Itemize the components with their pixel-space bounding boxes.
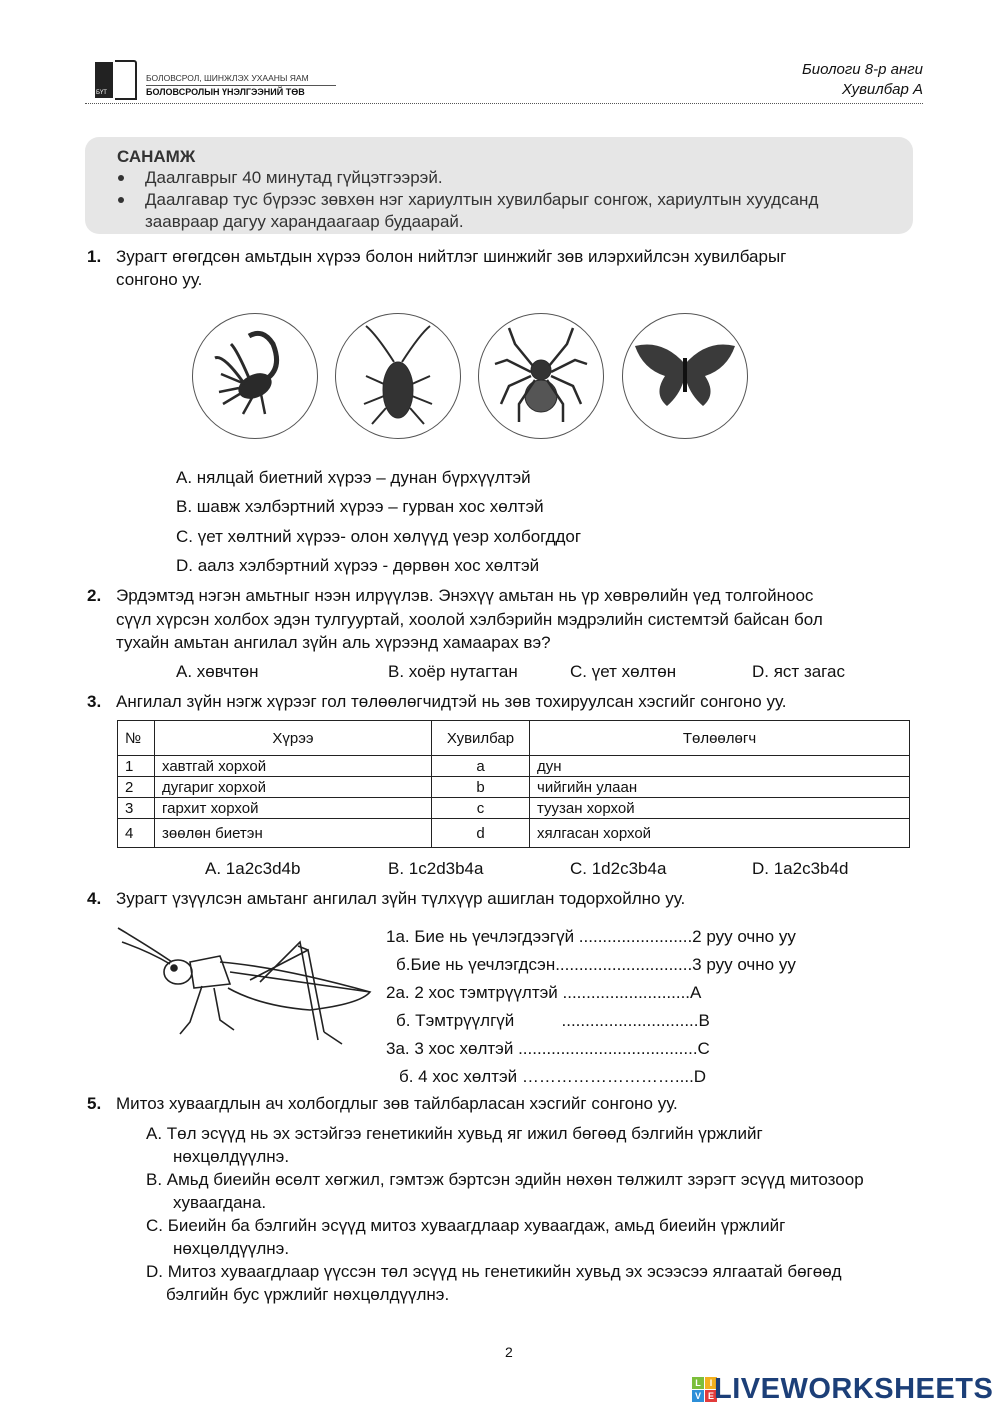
logo-letter: V — [692, 1390, 704, 1402]
key-line: б.Бие нь үечлэгдсэн.............................3 руу очно уу — [396, 955, 796, 974]
cell: b — [432, 777, 530, 798]
cell: туузан хорхой — [530, 798, 910, 819]
key-line: б. Тэмтрүүлгүй .............................B — [396, 1011, 710, 1030]
q1-text: сонгоно уу. — [116, 270, 203, 289]
q2-option-d[interactable]: D. яст загас — [752, 662, 845, 681]
header-phylum: Хүрээ — [155, 721, 432, 756]
cell: c — [432, 798, 530, 819]
q1-option-a[interactable]: A. нялцай биетний хүрээ – дунан бүрхүүлтэй — [176, 468, 531, 487]
q1-option-b[interactable]: B. шавж хэлбэртний хүрээ – гурван хос хөлтэй — [176, 497, 544, 516]
q4-number: 4. — [87, 889, 102, 908]
logo-badge: БҮТ — [96, 90, 107, 96]
header-variant: Хувилбар — [432, 721, 530, 756]
grasshopper-image — [110, 922, 385, 1067]
q3-option-d[interactable]: D. 1a2c3b4d — [752, 859, 849, 878]
cell: 1 — [118, 756, 155, 777]
option-text: нөхцөлдүүлнэ. — [173, 1239, 290, 1258]
table-row — [118, 798, 910, 819]
cell: 2 — [118, 777, 155, 798]
q2-number: 2. — [87, 586, 102, 605]
table-header — [118, 721, 910, 756]
option-text: D. Митоз хуваагдлаар үүссэн төл эсүүд нь генетикийн хувьд эх эсээсээ ялгаатай бөгөөд — [146, 1262, 842, 1281]
cell: d — [432, 819, 530, 848]
logo-letter: I — [705, 1377, 717, 1389]
q4-text: Зурагт үзүүлсэн амьтанг ангилал зүйн түлхүүр ашиглан тодорхойлно уу. — [116, 889, 686, 908]
table-row — [118, 756, 910, 777]
logo-mark — [95, 62, 113, 98]
key-line: 3a. 3 хос хөлтэй ......................................C — [386, 1039, 710, 1058]
cell: 3 — [118, 798, 155, 819]
q3-option-c[interactable]: C. 1d2c3b4a — [570, 859, 667, 878]
org-line-1: БОЛОВСРОЛ, ШИНЖЛЭХ УХААНЫ ЯАМ — [146, 73, 309, 83]
header-representative: Төлөөлөгч — [530, 721, 910, 756]
q1-option-c[interactable]: C. үет хөлтний хүрээ- олон хөлүүд үеэр холбогддог — [176, 527, 582, 546]
q2-option-c[interactable]: C. үет хөлтөн — [570, 662, 677, 681]
logo-text: LIVEWORKSHEETS — [714, 1373, 994, 1405]
q2-text: сүүл хүрсэн холбох эдэн тулгууртай, хоолой хэлбэрийн мэдрэлийн системтэй байсан бол — [116, 610, 823, 629]
q2-option-a[interactable]: A. хөвчтөн — [176, 662, 259, 681]
logo-letter: E — [705, 1390, 717, 1402]
org-line-2: БОЛОВСРОЛЫН ҮНЭЛГЭЭНИЙ ТӨВ — [146, 87, 305, 97]
q5-text: Митоз хуваагдлын ач холбогдлыг зөв тайлбарласан хэсгийг сонгоно уу. — [116, 1094, 678, 1113]
option-text: C. Биеийн ба бэлгийн эсүүд митоз хуваагдлаар хуваагдаж, амьд биеийн үржлийг — [146, 1216, 786, 1235]
scorpion-image — [192, 313, 318, 439]
phylum-table — [117, 720, 910, 848]
table-row — [118, 819, 910, 848]
table-row — [118, 777, 910, 798]
option-text: A. Төл эсүүд нь эх эстэйгээ генетикийн хувьд яг ижил бөгөөд бэлгийн үржлийг — [146, 1124, 763, 1143]
bullet-icon — [118, 197, 124, 203]
q3-number: 3. — [87, 692, 102, 711]
q3-option-a[interactable]: A. 1a2c3d4b — [205, 859, 301, 878]
cell: a — [432, 756, 530, 777]
logo-letter: L — [692, 1377, 704, 1389]
cell: хялгасан хорхой — [530, 819, 910, 848]
bullet-icon — [118, 175, 124, 181]
butterfly-image — [622, 313, 748, 439]
note-bullet-cont: заавраар дагуу харандаагаар будаарай. — [145, 212, 464, 231]
key-line: 2a. 2 хос тэмтрүүлтэй ...........................A — [386, 983, 702, 1002]
option-text: нөхцөлдүүлнэ. — [173, 1147, 290, 1166]
q2-option-b[interactable]: B. хоёр нутагтан — [388, 662, 518, 681]
spider-image — [478, 313, 604, 439]
note-bullet: Даалгаврыг 40 минутад гүйцэтгээрэй. — [145, 168, 443, 187]
cell: гархит хорхой — [155, 798, 432, 819]
q5-number: 5. — [87, 1094, 102, 1113]
key-line: б. 4 хос хөлтэй ………………………....D — [399, 1067, 707, 1086]
cell: чийгийн улаан — [530, 777, 910, 798]
q3-option-b[interactable]: B. 1c2d3b4a — [388, 859, 484, 878]
header-divider — [85, 103, 923, 104]
cell: 4 — [118, 819, 155, 848]
note-title: САНАМЖ — [117, 147, 196, 166]
option-text: бэлгийн бус үржлийг нөхцөлдүүлнэ. — [166, 1285, 450, 1304]
note-bullet: Даалгавар тус бүрээс зөвхөн нэг хариултын хувилбарыг сонгож, хариултын хуудсанд — [145, 190, 819, 209]
key-line: 1a. Бие нь үечлэгдээгүй ........................2 руу очно уу — [386, 927, 796, 946]
q3-text: Ангилал зүйн нэгж хүрээг гол төлөөлөгчидтэй нь зөв тохируулсан хэсгийг сонгоно уу. — [116, 692, 787, 711]
q1-option-d[interactable]: D. аалз хэлбэртний хүрээ - дөрвөн хос хөлтэй — [176, 556, 540, 575]
q1-text: Зурагт өгөгдсөн амьтдын хүрээ болон нийтлэг шинжийг зөв илэрхийлсэн хувилбарыг — [116, 247, 787, 266]
q2-text: тухайн амьтан ангилал зүйн аль хүрээнд хамаарах вэ? — [116, 633, 551, 652]
cockroach-image — [335, 313, 461, 439]
option-text: B. Амьд биеийн өсөлт хөгжил, гэмтэж бэртсэн эдийн нөхөн төлжилт зэрэгт эсүүд митозоор — [146, 1170, 864, 1189]
cell: зөөлөн биетэн — [155, 819, 432, 848]
cell: дун — [530, 756, 910, 777]
q1-number: 1. — [87, 247, 102, 266]
cell: хавтгай хорхой — [155, 756, 432, 777]
note-box — [85, 137, 913, 234]
header-no: № — [118, 721, 155, 756]
subject-label: Биологи 8-р анги — [801, 61, 923, 78]
cell: дугариг хорхой — [155, 777, 432, 798]
page-number: 2 — [505, 1344, 513, 1360]
variant-label: Хувилбар А — [841, 81, 923, 98]
option-text: хуваагдана. — [173, 1193, 267, 1212]
q2-text: Эрдэмтэд нэгэн амьтныг нээн илрүүлэв. Энэхүү амьтан нь үр хөврөлийн үед толгойноос — [116, 586, 814, 605]
